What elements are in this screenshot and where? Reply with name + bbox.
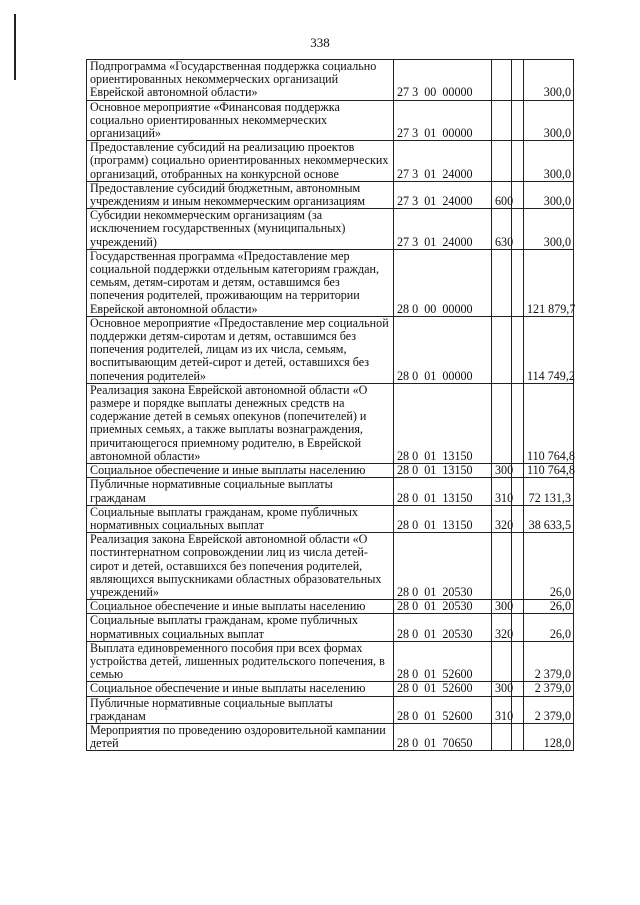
row-expense-type-cell: 630 [492, 209, 512, 250]
row-sum-cell: 2 379,0 [524, 696, 574, 723]
row-name-cell: Социальные выплаты гражданам, кроме публичных нормативных социальных выплат [87, 505, 394, 532]
table-row [87, 682, 574, 696]
row-code-cell: 27 3 01 24000 [394, 181, 492, 208]
table-row [87, 696, 574, 723]
table-row [87, 464, 574, 478]
row-sum-cell: 72 131,3 [524, 478, 574, 505]
table-row [87, 478, 574, 505]
row-code-cell: 28 0 01 52600 [394, 641, 492, 682]
row-sum-cell: 300,0 [524, 209, 574, 250]
row-expense-type-cell: 310 [492, 696, 512, 723]
row-code-cell: 28 0 01 13150 [394, 478, 492, 505]
row-blank-cell [512, 614, 524, 641]
row-blank-cell [512, 641, 524, 682]
row-blank-cell [512, 209, 524, 250]
row-sum-cell: 26,0 [524, 533, 574, 600]
page-number: 338 [310, 35, 330, 50]
row-expense-type-cell: 300 [492, 682, 512, 696]
table-row [87, 533, 574, 600]
row-name-cell: Государственная программа «Предоставление мер социальной поддержки отдельным категориям граждан, семьям, детям-сиротам и детям, оставшимся без попечения родителей, проживающим на территории Еврейской автономной области» [87, 249, 394, 316]
row-code-cell: 28 0 01 20530 [394, 533, 492, 600]
row-blank-cell [512, 60, 524, 101]
table-row [87, 723, 574, 750]
table-row [87, 181, 574, 208]
row-code-cell: 27 3 00 00000 [394, 60, 492, 101]
row-expense-type-cell [492, 316, 512, 383]
row-code-cell: 28 0 01 20530 [394, 614, 492, 641]
row-sum-cell: 114 749,2 [524, 316, 574, 383]
row-expense-type-cell: 300 [492, 600, 512, 614]
table-row [87, 141, 574, 182]
row-name-cell: Социальное обеспечение и иные выплаты населению [87, 600, 394, 614]
row-blank-cell [512, 533, 524, 600]
row-expense-type-cell [492, 249, 512, 316]
row-code-cell: 28 0 01 52600 [394, 696, 492, 723]
row-expense-type-cell [492, 723, 512, 750]
row-name-cell: Подпрограмма «Государственная поддержка социально ориентированных некоммерческих организаций Еврейской автономной области» [87, 60, 394, 101]
budget-table-body [87, 60, 574, 751]
table-row [87, 60, 574, 101]
table-row [87, 100, 574, 141]
table-row [87, 600, 574, 614]
row-blank-cell [512, 249, 524, 316]
row-sum-cell: 128,0 [524, 723, 574, 750]
row-blank-cell [512, 316, 524, 383]
row-code-cell: 28 0 01 52600 [394, 682, 492, 696]
row-sum-cell: 121 879,7 [524, 249, 574, 316]
row-expense-type-cell: 600 [492, 181, 512, 208]
row-code-cell: 28 0 01 13150 [394, 383, 492, 463]
row-name-cell: Субсидии некоммерческим организациям (за исключением государственных (муниципальных) учреждений) [87, 209, 394, 250]
row-name-cell: Выплата единовременного пособия при всех формах устройства детей, лишенных родительского попечения, в семью [87, 641, 394, 682]
row-expense-type-cell [492, 383, 512, 463]
row-name-cell: Мероприятия по проведению оздоровительной кампании детей [87, 723, 394, 750]
row-name-cell: Реализация закона Еврейской автономной области «О размере и порядке выплаты денежных средств на содержание детей в семьях опекунов (попечителей) и приемных семьях, а также выплаты вознаграждения, причитающегося приемному родителю, в Еврейской автономной области» [87, 383, 394, 463]
row-code-cell: 27 3 01 24000 [394, 209, 492, 250]
row-blank-cell [512, 181, 524, 208]
row-name-cell: Основное мероприятие «Финансовая поддержка социально ориентированных некоммерческих организаций» [87, 100, 394, 141]
row-name-cell: Социальное обеспечение и иные выплаты населению [87, 464, 394, 478]
row-code-cell: 27 3 01 00000 [394, 100, 492, 141]
row-name-cell: Социальные выплаты гражданам, кроме публичных нормативных социальных выплат [87, 614, 394, 641]
row-code-cell: 28 0 01 13150 [394, 464, 492, 478]
row-blank-cell [512, 696, 524, 723]
row-code-cell: 28 0 01 13150 [394, 505, 492, 532]
row-name-cell: Основное мероприятие «Предоставление мер социальной поддержки детям-сиротам и детям, оставшимся без попечения родителей, лицам из их числа, семьям, воспитывающим детей-сирот и детей, оставшихся без попечения родителей» [87, 316, 394, 383]
row-blank-cell [512, 100, 524, 141]
row-code-cell: 27 3 01 24000 [394, 141, 492, 182]
row-sum-cell: 26,0 [524, 614, 574, 641]
row-sum-cell: 300,0 [524, 141, 574, 182]
table-row [87, 383, 574, 463]
row-sum-cell: 2 379,0 [524, 682, 574, 696]
row-sum-cell: 26,0 [524, 600, 574, 614]
table-row [87, 614, 574, 641]
row-expense-type-cell [492, 141, 512, 182]
row-expense-type-cell [492, 100, 512, 141]
row-expense-type-cell: 320 [492, 614, 512, 641]
row-name-cell: Предоставление субсидий бюджетным, автономным учреждениям и иным некоммерческим организациям [87, 181, 394, 208]
row-sum-cell: 38 633,5 [524, 505, 574, 532]
row-blank-cell [512, 600, 524, 614]
row-name-cell: Предоставление субсидий на реализацию проектов (программ) социально ориентированных некоммерческих организаций, отобранных на конкурсной основе [87, 141, 394, 182]
row-expense-type-cell: 300 [492, 464, 512, 478]
row-blank-cell [512, 723, 524, 750]
row-code-cell: 28 0 01 20530 [394, 600, 492, 614]
row-blank-cell [512, 141, 524, 182]
row-blank-cell [512, 383, 524, 463]
row-code-cell: 28 0 01 00000 [394, 316, 492, 383]
row-expense-type-cell [492, 60, 512, 101]
row-name-cell: Публичные нормативные социальные выплаты гражданам [87, 696, 394, 723]
row-expense-type-cell [492, 641, 512, 682]
row-name-cell: Социальное обеспечение и иные выплаты населению [87, 682, 394, 696]
row-code-cell: 28 0 00 00000 [394, 249, 492, 316]
budget-table [86, 59, 574, 751]
table-row [87, 505, 574, 532]
row-sum-cell: 300,0 [524, 100, 574, 141]
table-row [87, 316, 574, 383]
row-sum-cell: 110 764,8 [524, 383, 574, 463]
row-name-cell: Публичные нормативные социальные выплаты гражданам [87, 478, 394, 505]
row-name-cell: Реализация закона Еврейской автономной области «О постинтернатном сопровождении лиц из числа детей-сирот и детей, оставшихся без попечения родителей, являющихся выпускниками областных образовательных учреждений» [87, 533, 394, 600]
row-sum-cell: 300,0 [524, 60, 574, 101]
row-blank-cell [512, 478, 524, 505]
row-expense-type-cell: 310 [492, 478, 512, 505]
table-row [87, 641, 574, 682]
row-blank-cell [512, 505, 524, 532]
row-expense-type-cell [492, 533, 512, 600]
table-row [87, 209, 574, 250]
row-sum-cell: 300,0 [524, 181, 574, 208]
row-sum-cell: 110 764,8 [524, 464, 574, 478]
table-row [87, 249, 574, 316]
row-blank-cell [512, 464, 524, 478]
row-code-cell: 28 0 01 70650 [394, 723, 492, 750]
row-expense-type-cell: 320 [492, 505, 512, 532]
row-sum-cell: 2 379,0 [524, 641, 574, 682]
row-blank-cell [512, 682, 524, 696]
